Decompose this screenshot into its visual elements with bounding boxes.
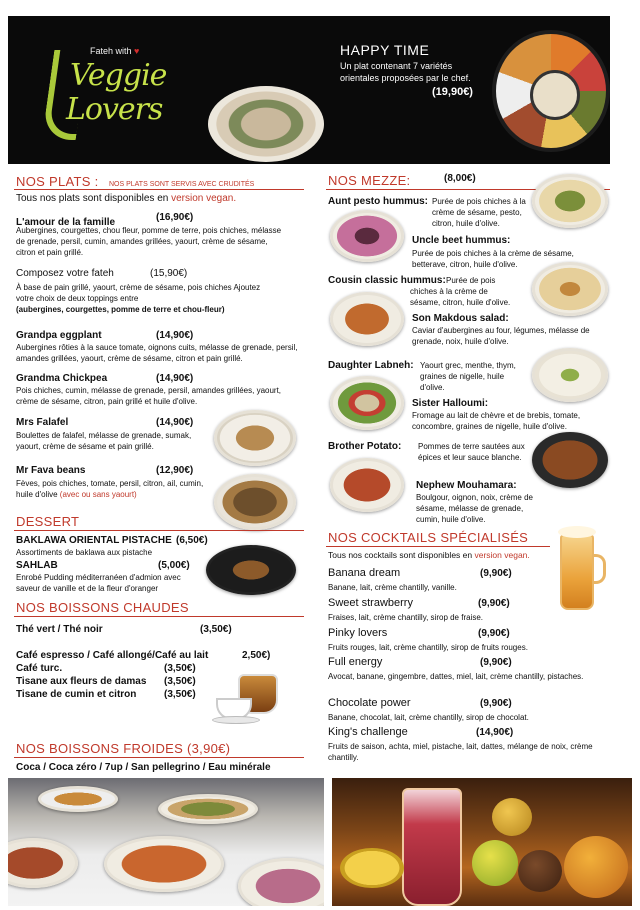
cocktail-price: (14,90€): [476, 727, 514, 738]
plats-title: NOS PLATS :: [16, 174, 99, 189]
mezze-description: Purée de pois chiches à la crème de sésame, betterave, citron, huile d'olive.: [412, 249, 574, 269]
cold-drinks-list: Coca / Coca zéro / 7up / San pellegrino / Eau minérale: [16, 762, 271, 773]
logo-line2: Lovers: [66, 92, 163, 127]
divider: [14, 189, 304, 190]
falafel-plate-photo: [214, 410, 296, 466]
item-name: SAHLAB: [16, 560, 58, 571]
cocktails-intro: [328, 550, 530, 561]
dessert-title: DESSERT: [16, 514, 80, 529]
cocktail-description: Fruits de saison, achta, miel, pistache, lait, dattes, mélange de noix, crème chantilly.: [328, 742, 593, 762]
cocktail-name: King's challenge: [328, 726, 408, 738]
cocktail-name: Full energy: [328, 656, 383, 668]
cocktails-intro-text: Tous nos cocktails sont disponibles en: [328, 550, 475, 560]
mezze-name: Nephew Mouhamara:: [416, 480, 517, 491]
item-price: (3,50€): [164, 676, 196, 687]
item-name: Grandma Chickpea: [16, 373, 108, 384]
happy-time-description: Un plat contenant 7 variétés orientales proposées par le chef.: [340, 61, 471, 83]
mezze-description: Fromage au lait de chèvre et de brebis, tomate, concombre, graines de nigelle, huile d'olive.: [412, 411, 581, 431]
item-price: 2,50€): [242, 650, 271, 661]
item-price: (3,50€): [164, 689, 196, 700]
cocktail-description: Banane, lait, crème chantilly, vanille.: [328, 583, 457, 592]
cold-drinks-title: NOS BOISSONS FROIDES (3,90€): [16, 741, 231, 756]
divider: [14, 530, 304, 531]
logo-line1: Veggie: [70, 58, 167, 93]
cream-top: [558, 526, 596, 538]
item-description: Pois chiches, cumin, mélasse de grenade, persil, amandes grillées, yaourt, crème de sésame, citron, pain grillé et huile d'olive.: [16, 386, 282, 406]
item-price: (14,90€): [156, 373, 194, 384]
mezze-name: Sister Halloumi:: [412, 398, 489, 409]
cocktail-description: Fruits rouges, lait, crème chantilly, sirop de fruits rouges.: [328, 643, 528, 652]
item-price: (14,90€): [156, 330, 194, 341]
cocktail-name: Banana dream: [328, 567, 401, 579]
mezze-description: Purée de pois chiches à la crème de sésame, citron, huile d'olive.: [410, 276, 511, 307]
cocktail-description: Avocat, banane, gingembre, dattes, miel, lait, crème chantilly, pistaches.: [328, 672, 584, 681]
mezze-name: Brother Potato:: [328, 441, 402, 452]
coconut-photo: [518, 850, 562, 892]
logo-small-text: Fateh with ♥: [90, 46, 140, 56]
happy-time-price: (19,90€): [432, 86, 473, 98]
cocktail-glass-photo: [402, 788, 462, 906]
cocktail-price: (9,90€): [478, 628, 510, 639]
item-name: Café espresso / Café allongé/Café au lait: [16, 650, 209, 661]
mezze-name: Daughter Labneh:: [328, 360, 414, 371]
mezze-description: Caviar d'aubergines au four, légumes, mélasse de grenade, noix, huile d'olive.: [412, 326, 590, 346]
cocktail-name: Pinky lovers: [328, 627, 388, 639]
cocktail-description: Banane, chocolat, lait, crème chantilly, sirop de chocolat.: [328, 713, 529, 722]
item-name: Grandpa eggplant: [16, 330, 102, 341]
item-price: (15,90€): [150, 268, 188, 279]
divider: [14, 757, 304, 758]
item-name: L'amour de la famille: [16, 217, 116, 228]
item-option-note: (avec ou sans yaourt): [59, 490, 137, 499]
item-description-text: Fèves, pois chiches, tomate, persil, citron, ail, cumin, huile d'olive: [16, 479, 204, 499]
mezze-description: Purée de pois chiches à la crème de sésame, pesto, citron, huile d'olive.: [432, 197, 526, 228]
plats-intro: [16, 193, 236, 204]
item-price: (6,50€): [176, 535, 208, 546]
melon-photo: [564, 836, 628, 898]
dessert-plate-photo: [206, 545, 296, 595]
mezze-price: (8,00€): [444, 173, 476, 184]
saucer-icon: [212, 716, 260, 724]
mouhamara-photo: [330, 458, 404, 512]
item-name: BAKLAWA ORIENTAL PISTACHE: [16, 535, 172, 546]
fava-beans-plate-photo: [214, 474, 296, 530]
apple-photo: [472, 840, 518, 886]
mezze-platter-photo: [492, 30, 610, 152]
mezze-description: Boulgour, oignon, noix, crème de sésame, mélasse de grenade, cumin, huile d'olive.: [416, 493, 533, 524]
dish-photo: [38, 786, 118, 812]
plats-subtitle: NOS PLATS SONT SERVIS AVEC CRUDITÉS: [108, 181, 255, 188]
item-description: Aubergines, courgettes, chou fleur, pomme de terre, pois chiches, mélasse de grenade, persil, cumin, amandes grillées, yaourt, crème de sésame, citron et pain grillé.: [16, 226, 282, 257]
fateh-plate-photo: [208, 86, 324, 162]
plats-intro-text: Tous nos plats sont disponibles en: [16, 193, 172, 204]
dish-photo: [158, 794, 258, 824]
divider: [326, 546, 550, 547]
pesto-hummus-photo: [532, 174, 608, 228]
vegan-note: version vegan.: [171, 193, 237, 204]
item-description: Assortiments de baklawa aux pistache: [16, 548, 153, 557]
item-description-bold: (aubergines, courgettes, pomme de terre et chou-fleur): [16, 305, 225, 314]
mezze-name: Cousin classic hummus:: [328, 275, 446, 286]
mezze-description: Yaourt grec, menthe, thym, graines de nigelle, huile d'olive.: [420, 361, 516, 392]
item-price: (12,90€): [156, 465, 194, 476]
halloumi-photo: [330, 376, 404, 430]
item-price: (3,50€): [200, 624, 232, 635]
item-description: Boulettes de falafel, mélasse de grenade, sumak, yaourt, crème de sésame et pain grillé.: [16, 431, 192, 451]
item-name: Thé vert / Thé noir: [16, 624, 103, 635]
item-description: À base de pain grillé, yaourt, crème de sésame, pois chiches Ajoutez votre choix de deux toppings entre: [16, 283, 261, 303]
cocktail-price: (9,90€): [480, 568, 512, 579]
mezze-description: Pommes de terre sautées aux épices et leur sauce blanche.: [418, 442, 525, 462]
glass-handle: [592, 554, 606, 584]
item-price: (14,90€): [156, 417, 194, 428]
makdous-salad-photo: [330, 292, 404, 346]
restaurant-table-photo: [8, 778, 324, 906]
cocktail-glass-icon: [556, 524, 606, 614]
cocktail-name: Chocolate power: [328, 697, 411, 709]
item-price: (16,90€): [156, 212, 194, 223]
item-price: (5,00€): [158, 560, 190, 571]
mezze-title: NOS MEZZE:: [328, 173, 411, 188]
heart-icon: ♥: [134, 46, 140, 56]
item-name: Tisane de cumin et citron: [16, 689, 137, 700]
item-name: Mr Fava beans: [16, 465, 86, 476]
item-name: Mrs Falafel: [16, 417, 69, 428]
item-price: (3,50€): [164, 663, 196, 674]
cocktail-price: (9,90€): [480, 698, 512, 709]
header-banner: [8, 16, 610, 164]
mezze-name: Son Makdous salad:: [412, 313, 509, 324]
veggie-lovers-logo: [48, 40, 167, 150]
pineapple-photo: [492, 798, 532, 836]
divider: [14, 616, 304, 617]
glass-body: [560, 534, 594, 610]
labneh-photo: [532, 348, 608, 402]
item-name: Tisane aux fleurs de damas: [16, 676, 147, 687]
mezze-name: Uncle beet hummus:: [412, 235, 511, 246]
cocktails-title: NOS COCKTAILS SPÉCIALISÉS: [328, 530, 529, 545]
happy-time-title: HAPPY TIME: [340, 42, 430, 58]
cocktail-description: Fraises, lait, crème chantilly, sirop de fraise.: [328, 613, 484, 622]
dish-photo: [238, 858, 324, 906]
potato-photo: [532, 432, 608, 488]
cocktail-price: (9,90€): [480, 657, 512, 668]
banana-photo: [340, 848, 404, 888]
item-description: Aubergines rôties à la sauce tomate, oignons cuits, mélasse de grenade, persil, amandes grillées, yaourt, crème de sésame, citron et pain grillé.: [16, 343, 298, 363]
item-name: Café turc.: [16, 663, 63, 674]
classic-hummus-photo: [532, 262, 608, 316]
tea-coffee-photo: [212, 672, 296, 728]
beet-hummus-photo: [330, 210, 404, 262]
item-name: Composez votre fateh: [16, 268, 114, 279]
dish-photo: [8, 838, 78, 888]
cocktail-name: Sweet strawberry: [328, 597, 413, 609]
cocktail-fruits-photo: [332, 778, 632, 906]
mezze-name: Aunt pesto hummus:: [328, 196, 428, 207]
item-description: Enrobé Pudding méditerranéen d'admion avec saveur de vanille et de la fleur d'oranger: [16, 573, 181, 593]
cocktail-price: (9,90€): [478, 598, 510, 609]
dish-photo: [104, 836, 224, 892]
item-description: [16, 478, 206, 500]
vegan-note: version vegan.: [474, 550, 530, 560]
hot-drinks-title: NOS BOISSONS CHAUDES: [16, 600, 189, 615]
